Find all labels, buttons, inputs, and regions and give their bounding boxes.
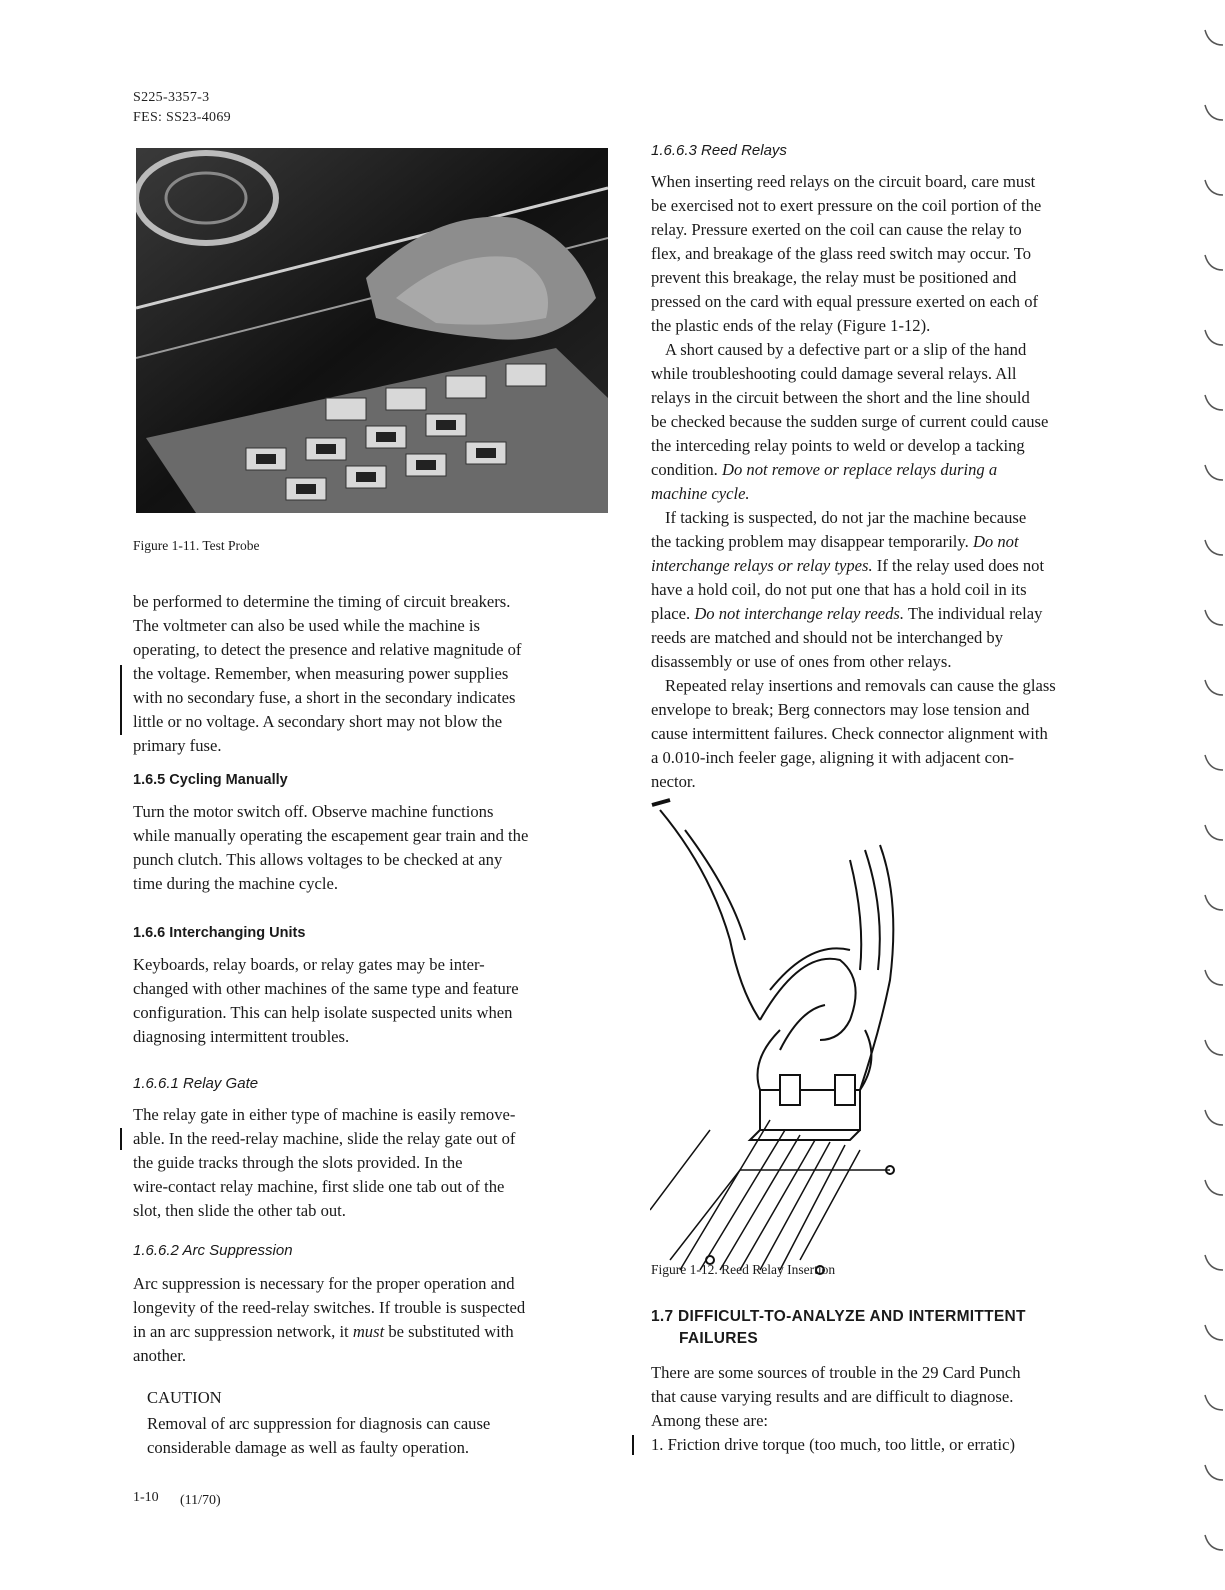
- emphasis-span: Do not interchange relay reeds.: [694, 604, 904, 623]
- figure-1-11-caption: Figure 1-11. Test Probe: [133, 538, 260, 553]
- text-span: If the relay used does not: [872, 556, 1045, 575]
- text-line: machine cycle.: [651, 484, 750, 503]
- revision-bar: [632, 1435, 634, 1455]
- emphasis-must: must: [352, 1322, 385, 1341]
- text-line: be exercised not to exert pressure on the coil portion of the: [651, 196, 1042, 215]
- text-line: pressed on the card with equal pressure exerted on each of: [651, 292, 1039, 311]
- text-line: Turn the motor switch off. Observe machine functions: [133, 802, 494, 821]
- page-number: 1-10: [133, 1490, 159, 1505]
- document-number: S225-3357-3: [133, 90, 210, 105]
- section-heading-1-6-6-1: 1.6.6.1 Relay Gate: [133, 1075, 259, 1092]
- section-1-6-6-2-body: [133, 1272, 600, 1368]
- text-line: have a hold coil, do not put one that has a hold coil in its: [651, 580, 1027, 599]
- section-1-6-5-body: [133, 800, 600, 896]
- emphasis-span: interchange relays or relay types.: [651, 556, 873, 575]
- text-line: changed with other machines of the same type and feature: [133, 979, 519, 998]
- text-line: little or no voltage. A secondary short may not blow the: [133, 712, 503, 731]
- text-line: with no secondary fuse, a short in the secondary indicates: [133, 688, 516, 707]
- emphasis-span: Do not remove or replace relays during a: [721, 460, 998, 479]
- text-line: while troubleshooting could damage several relays. All: [651, 364, 1017, 383]
- section-heading-1-6-5: 1.6.5 Cycling Manually: [133, 772, 288, 788]
- text-line: cause intermittent failures. Check connector alignment with: [651, 724, 1048, 743]
- text-line: the plastic ends of the relay (Figure 1-12).: [651, 316, 931, 335]
- reed-relay-insertion-illustration: [650, 790, 910, 1285]
- revision-bar: [120, 665, 122, 735]
- text-line: relay. Pressure exerted on the coil can cause the relay to: [651, 220, 1022, 239]
- text-line: There are some sources of trouble in the 29 Card Punch: [651, 1363, 1021, 1382]
- text-line: the interceding relay points to weld or develop a tacking: [651, 436, 1025, 455]
- section-1-7-body: [651, 1361, 1111, 1457]
- text-line: When inserting reed relays on the circuit board, care must: [651, 172, 1036, 191]
- text-line: considerable damage as well as faulty operation.: [147, 1438, 470, 1457]
- text-line: time during the machine cycle.: [133, 874, 339, 893]
- intro-paragraph: [133, 590, 600, 758]
- text-line: disassembly or use of ones from other relays.: [651, 652, 952, 671]
- section-heading-1-7: 1.7 DIFFICULT-TO-ANALYZE AND INTERMITTENT: [651, 1308, 1026, 1325]
- text-span: The individual relay: [904, 604, 1043, 623]
- section-heading-1-6-6-3: 1.6.6.3 Reed Relays: [651, 142, 787, 159]
- text-line: The relay gate in either type of machine is easily remove-: [133, 1105, 516, 1124]
- section-1-6-6-body: [133, 953, 600, 1049]
- text-line: the voltage. Remember, when measuring power supplies: [133, 664, 509, 683]
- text-line: Arc suppression is necessary for the proper operation and: [133, 1274, 515, 1293]
- text-span: place.: [651, 604, 695, 623]
- section-1-6-6-1-body: [133, 1103, 600, 1223]
- caution-body: [147, 1412, 600, 1460]
- text-line: [651, 530, 1111, 554]
- text-line: punch clutch. This allows voltages to be checked at any: [133, 850, 503, 869]
- text-line: Repeated relay insertions and removals can cause the glass: [665, 676, 1056, 695]
- text-line: [651, 554, 1111, 578]
- revision-bar: [120, 1128, 122, 1150]
- text-line: wire-contact relay machine, first slide one tab out of the: [133, 1177, 505, 1196]
- section-heading-1-6-6: 1.6.6 Interchanging Units: [133, 925, 306, 941]
- list-item: 1. Friction drive torque (too much, too little, or erratic): [651, 1435, 1016, 1454]
- section-heading-1-6-6-2: 1.6.6.2 Arc Suppression: [133, 1242, 293, 1259]
- text-line: [651, 602, 1111, 626]
- text-line: prevent this breakage, the relay must be positioned and: [651, 268, 1017, 287]
- text-line: relays in the circuit between the short and the line should: [651, 388, 1030, 407]
- binder-edge: [1199, 0, 1225, 1585]
- text-line: nector.: [651, 772, 696, 791]
- text-span: in an arc suppression network, it: [133, 1322, 353, 1341]
- test-probe-photo: [136, 148, 608, 513]
- text-line: the guide tracks through the slots provided. In the: [133, 1153, 463, 1172]
- text-line: [133, 1320, 600, 1344]
- text-line: [651, 458, 1111, 482]
- text-line: Among these are:: [651, 1411, 769, 1430]
- text-line: longevity of the reed-relay switches. If trouble is suspected: [133, 1298, 526, 1317]
- text-line: reeds are matched and should not be interchanged by: [651, 628, 1004, 647]
- text-line: Removal of arc suppression for diagnosis can cause: [147, 1414, 491, 1433]
- section-heading-1-7-line2: FAILURES: [679, 1330, 759, 1347]
- text-line: operating, to detect the presence and relative magnitude of: [133, 640, 522, 659]
- text-line: flex, and breakage of the glass reed switch may occur. To: [651, 244, 1032, 263]
- text-line: another.: [133, 1346, 186, 1365]
- text-line: If tacking is suspected, do not jar the machine because: [665, 508, 1027, 527]
- section-1-6-6-3-body: [651, 170, 1111, 794]
- emphasis-span: Do not: [972, 532, 1019, 551]
- fes-number: FES: SS23-4069: [133, 110, 231, 125]
- text-line: while manually operating the escapement gear train and the: [133, 826, 529, 845]
- text-line: able. In the reed-relay machine, slide the relay gate out of: [133, 1129, 516, 1148]
- text-line: A short caused by a defective part or a slip of the hand: [665, 340, 1027, 359]
- text-line: be checked because the sudden surge of current could cause: [651, 412, 1049, 431]
- text-line: configuration. This can help isolate suspected units when: [133, 1003, 513, 1022]
- caution-label: CAUTION: [147, 1388, 222, 1407]
- text-line: envelope to break; Berg connectors may lose tension and: [651, 700, 1030, 719]
- text-line: a 0.010-inch feeler gage, aligning it with adjacent con-: [651, 748, 1015, 767]
- text-line: slot, then slide the other tab out.: [133, 1201, 346, 1220]
- text-span: condition.: [651, 460, 722, 479]
- text-line: Keyboards, relay boards, or relay gates may be inter-: [133, 955, 485, 974]
- text-span: the tacking problem may disappear temporarily.: [651, 532, 973, 551]
- revision-date: (11/70): [180, 1493, 221, 1508]
- text-line: The voltmeter can also be used while the machine is: [133, 616, 480, 635]
- text-line: primary fuse.: [133, 736, 222, 755]
- text-line: diagnosing intermittent troubles.: [133, 1027, 350, 1046]
- text-span: be substituted with: [384, 1322, 514, 1341]
- figure-1-12-caption: Figure 1-12. Reed Relay Insertion: [651, 1262, 836, 1277]
- text-line: that cause varying results and are difficult to diagnose.: [651, 1387, 1014, 1406]
- text-line: be performed to determine the timing of circuit breakers.: [133, 592, 511, 611]
